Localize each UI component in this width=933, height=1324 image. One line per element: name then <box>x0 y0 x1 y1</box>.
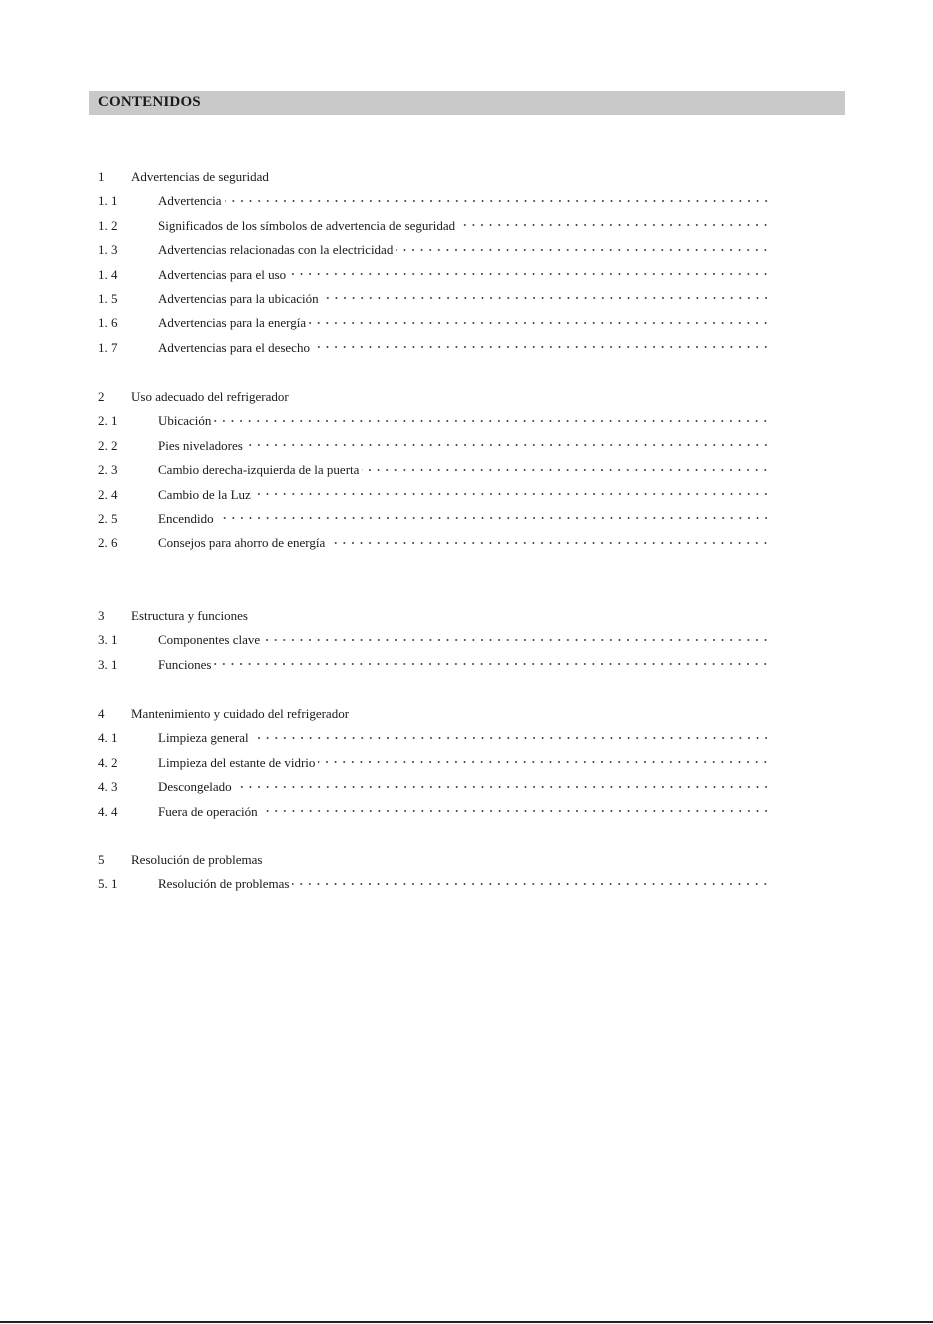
dot-leader <box>225 195 770 206</box>
section-heading[interactable] <box>0 705 933 729</box>
entry-label: Encendido <box>158 510 214 526</box>
dot-leader <box>458 220 770 231</box>
toc-entry[interactable] <box>0 192 933 216</box>
entry-label: Limpieza general <box>158 730 249 746</box>
section-title: Resolución de problemas <box>131 852 263 867</box>
entry-label: Ubicación <box>158 413 212 429</box>
toc-entry[interactable] <box>0 754 933 778</box>
toc-section-1 <box>0 168 933 363</box>
dot-leader <box>235 781 770 792</box>
section-heading[interactable] <box>0 607 933 631</box>
toc-section-5 <box>0 851 933 900</box>
dot-leader <box>261 806 770 817</box>
section-number: 3 <box>98 608 105 623</box>
dot-leader <box>263 634 770 645</box>
entry-label: Advertencias para la ubicación <box>158 290 319 306</box>
entry-number: 2. 3 <box>98 462 118 478</box>
dot-leader <box>322 293 770 304</box>
section-heading[interactable] <box>0 168 933 192</box>
toc-entry[interactable] <box>0 875 933 899</box>
toc-entry[interactable] <box>0 266 933 290</box>
entry-number: 2. 5 <box>98 510 118 526</box>
toc-entry[interactable] <box>0 656 933 680</box>
section-heading[interactable] <box>0 388 933 412</box>
entry-label: Resolución de problemas <box>158 876 290 892</box>
toc-entry[interactable] <box>0 241 933 265</box>
entry-number: 1. 3 <box>98 242 118 258</box>
entry-label: Advertencias para la energía <box>158 315 307 331</box>
toc-section-3 <box>0 607 933 680</box>
entry-number: 2. 6 <box>98 535 118 551</box>
dot-leader <box>214 415 770 426</box>
dot-leader <box>289 269 770 280</box>
entry-label: Funciones <box>158 656 212 672</box>
entry-number: 1. 2 <box>98 217 118 233</box>
entry-number: 1. 1 <box>98 193 118 209</box>
entry-number: 3. 1 <box>98 656 118 672</box>
section-number: 4 <box>98 706 105 721</box>
dot-leader <box>214 659 770 670</box>
dot-leader <box>396 244 770 255</box>
toc-entry[interactable] <box>0 290 933 314</box>
toc-entry[interactable] <box>0 631 933 655</box>
entry-number: 4. 3 <box>98 779 118 795</box>
toc-entry[interactable] <box>0 412 933 436</box>
entry-label: Significados de los símbolos de advertencia de seguridad <box>158 217 456 233</box>
toc-entry[interactable] <box>0 510 933 534</box>
entry-number: 3. 1 <box>98 632 118 648</box>
toc-entry[interactable] <box>0 803 933 827</box>
dot-leader <box>313 342 770 353</box>
entry-label: Advertencias para el desecho <box>158 339 310 355</box>
toc-entry[interactable] <box>0 486 933 510</box>
entry-label: Advertencias para el uso <box>158 266 287 282</box>
entry-label: Pies niveladores <box>158 437 243 453</box>
section-number: 2 <box>98 389 105 404</box>
bottom-divider <box>0 1321 933 1323</box>
entry-number: 2. 4 <box>98 486 118 502</box>
entry-label: Consejos para ahorro de energía <box>158 535 326 551</box>
dot-leader <box>292 878 770 889</box>
entry-number: 4. 2 <box>98 754 118 770</box>
dot-leader <box>246 440 770 451</box>
entry-label: Fuera de operación <box>158 803 258 819</box>
entry-number: 1. 5 <box>98 290 118 306</box>
toc-entry[interactable] <box>0 339 933 363</box>
dot-leader <box>254 489 770 500</box>
dot-leader <box>318 757 770 768</box>
toc-section-2 <box>0 388 933 559</box>
entry-label: Limpieza del estante de vidrio <box>158 754 316 770</box>
section-title: Mantenimiento y cuidado del refrigerador <box>131 706 350 721</box>
dot-leader <box>362 464 770 475</box>
entry-label: Componentes clave <box>158 632 261 648</box>
entry-number: 4. 4 <box>98 803 118 819</box>
toc-entry[interactable] <box>0 534 933 558</box>
entry-number: 1. 6 <box>98 315 118 331</box>
section-title: Uso adecuado del refrigerador <box>131 389 289 404</box>
page-title: CONTENIDOS <box>98 94 201 110</box>
section-heading[interactable] <box>0 851 933 875</box>
toc-entry[interactable] <box>0 437 933 461</box>
section-number: 5 <box>98 852 105 867</box>
dot-leader <box>217 513 770 524</box>
toc-entry[interactable] <box>0 314 933 338</box>
contents-header-bar <box>89 91 845 115</box>
entry-label: Descongelado <box>158 779 232 795</box>
section-number: 1 <box>98 169 105 184</box>
toc-entry[interactable] <box>0 461 933 485</box>
toc-entry[interactable] <box>0 729 933 753</box>
section-title: Advertencias de seguridad <box>131 169 269 184</box>
entry-label: Advertencias relacionadas con la electricidad <box>158 242 394 258</box>
entry-number: 1. 7 <box>98 339 118 355</box>
dot-leader <box>252 732 770 743</box>
entry-number: 2. 2 <box>98 437 118 453</box>
entry-label: Advertencia <box>158 193 222 209</box>
entry-label: Cambio derecha-izquierda de la puerta <box>158 462 360 478</box>
toc-entry[interactable] <box>0 778 933 802</box>
entry-number: 2. 1 <box>98 413 118 429</box>
entry-label: Cambio de la Luz <box>158 486 251 502</box>
dot-leader <box>328 537 770 548</box>
entry-number: 1. 4 <box>98 266 118 282</box>
entry-number: 5. 1 <box>98 876 118 892</box>
toc-entry[interactable] <box>0 217 933 241</box>
dot-leader <box>309 317 770 328</box>
section-title: Estructura y funciones <box>131 608 248 623</box>
toc-section-4 <box>0 705 933 827</box>
entry-number: 4. 1 <box>98 730 118 746</box>
